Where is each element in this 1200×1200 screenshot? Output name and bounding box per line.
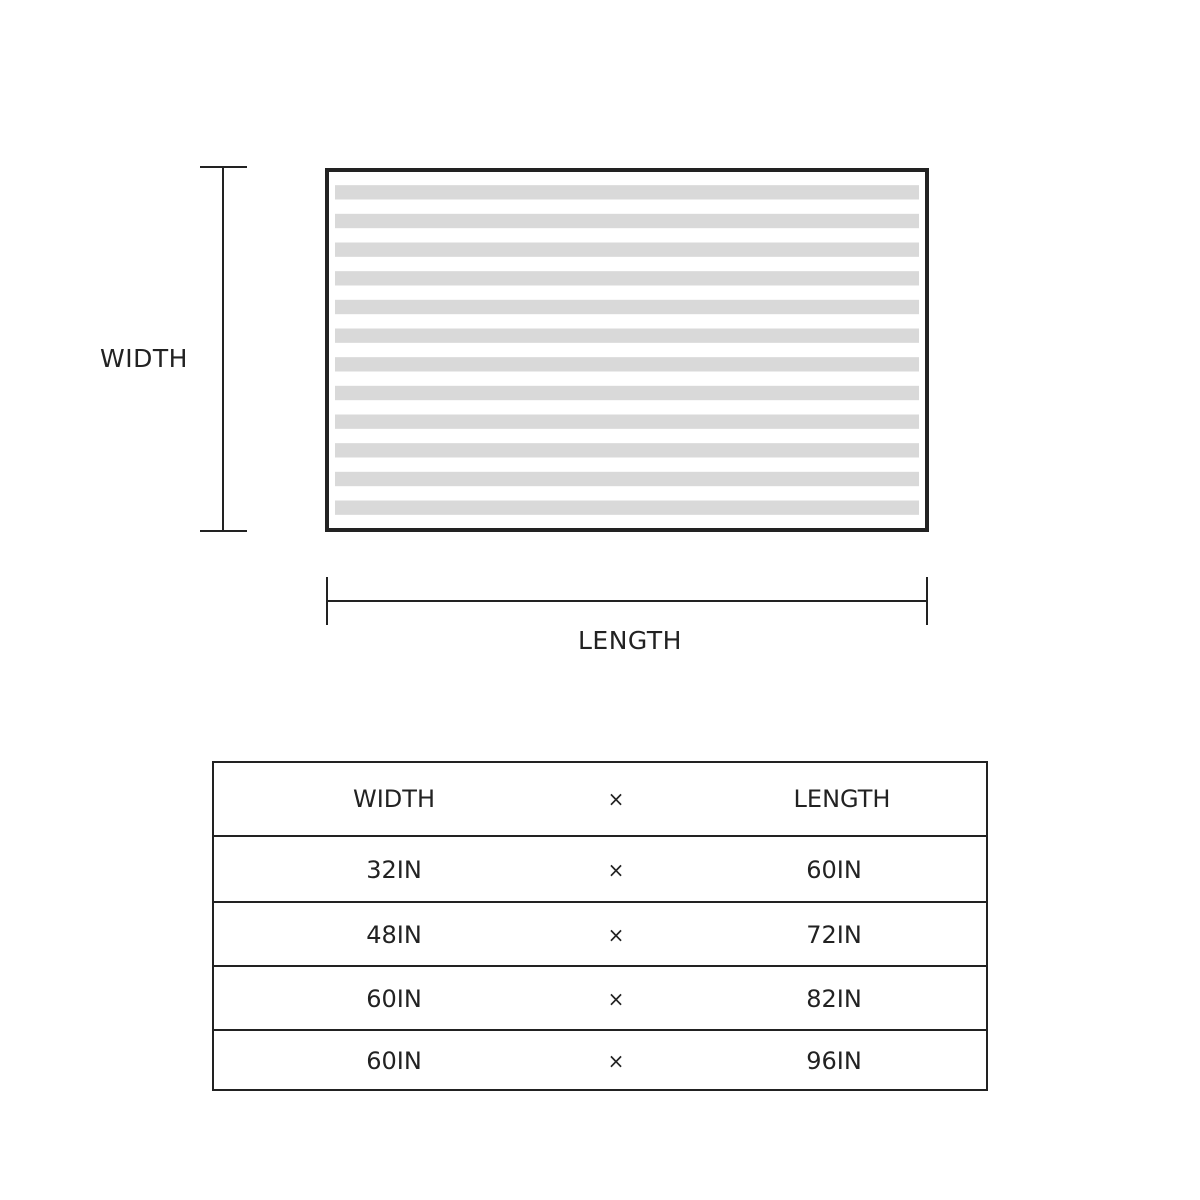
row-separator: × <box>607 923 625 947</box>
row-width: 60IN <box>366 1047 422 1075</box>
rug-stripe <box>335 472 919 486</box>
rug-rectangle <box>327 170 927 530</box>
row-length: 96IN <box>806 1047 862 1075</box>
rug-stripe <box>335 357 919 371</box>
row-separator: × <box>607 1049 625 1073</box>
rug-stripe <box>335 501 919 515</box>
table-row <box>214 901 986 967</box>
rug-stripe <box>335 386 919 400</box>
header-width: WIDTH <box>353 785 435 813</box>
row-length: 72IN <box>806 921 862 949</box>
rug-stripe <box>335 443 919 457</box>
row-width: 48IN <box>366 921 422 949</box>
length-label: LENGTH <box>578 626 682 655</box>
rug-stripe <box>335 243 919 257</box>
size-table-header <box>214 763 986 835</box>
rug-stripe <box>335 185 919 199</box>
header-length: LENGTH <box>793 785 891 813</box>
table-row <box>214 835 986 903</box>
table-row <box>214 1029 986 1091</box>
row-separator: × <box>607 987 625 1011</box>
rug-stripe <box>335 300 919 314</box>
row-width: 60IN <box>366 985 422 1013</box>
row-length: 60IN <box>806 856 862 884</box>
row-width: 32IN <box>366 856 422 884</box>
length-dimension-line <box>327 577 927 625</box>
rug-stripe <box>335 329 919 343</box>
width-dimension-line <box>200 167 247 531</box>
rug-stripe <box>335 214 919 228</box>
rug-stripe <box>335 415 919 429</box>
row-separator: × <box>607 858 625 882</box>
table-row <box>214 965 986 1031</box>
width-label: WIDTH <box>100 344 188 373</box>
header-separator: × <box>607 787 625 811</box>
size-table <box>212 761 988 1091</box>
row-length: 82IN <box>806 985 862 1013</box>
rug-stripe <box>335 271 919 285</box>
